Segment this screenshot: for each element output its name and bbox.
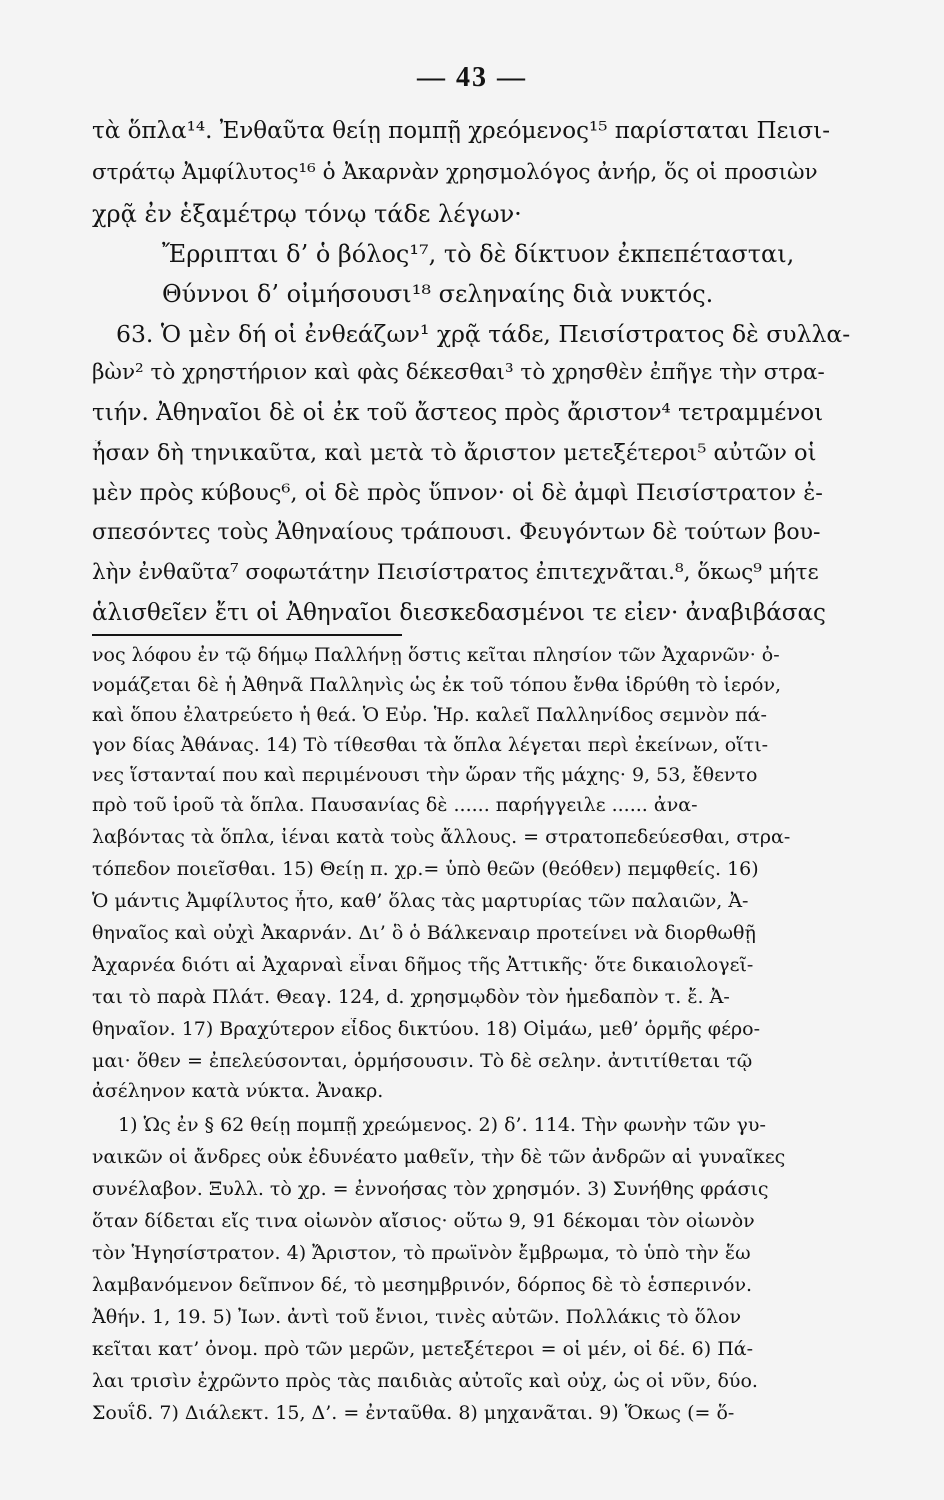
footnote-line: Σουΐδ. 7) Διάλεκτ. 15, Δ’. = ἐνταῦθα. 8) μηχανᾶται. 9) Ὅκως (= ὅ- bbox=[92, 1402, 735, 1424]
footnote-line: Ὁ μάντις Ἀμφίλυτος ἦτο, καθ’ ὅλας τὰς μαρτυρίας τῶν παλαιῶν, Ἀ- bbox=[92, 890, 749, 912]
footnote-rule bbox=[92, 634, 402, 636]
main-line: βὼν² τὸ χρηστήριον καὶ φὰς δέκεσθαι³ τὸ χρησθὲν ἐπῆγε τὴν στρα- bbox=[92, 360, 825, 385]
main-line: ἁλισθεῖεν ἔτι οἱ Ἀθηναῖοι διεσκεδασμένοι τε εἶεν· ἀναβιβάσας bbox=[92, 600, 826, 626]
footnote-line: συνέλαβον. Ξυλλ. τὸ χρ. = ἐννοήσας τὸν χρησμόν. 3) Συνήθης φράσις bbox=[92, 1178, 769, 1200]
verse-line: Θύννοι δ’ οἰμήσουσι¹⁸ σεληναίης διὰ νυκτός. bbox=[162, 280, 714, 308]
main-line: λὴν ἐνθαῦτα⁷ σοφωτάτην Πεισίστρατος ἐπιτεχνᾶται.⁸, ὅκως⁹ μήτε bbox=[92, 560, 819, 585]
footnote-line: κεῖται κατ’ ὀνομ. πρὸ τῶν μερῶν, μετεξέτεροι = οἱ μέν, οἱ δέ. 6) Πά- bbox=[92, 1338, 754, 1360]
footnote-line: νομάζεται δὲ ἡ Ἀθηνᾶ Παλληνὶς ὡς ἐκ τοῦ τόπου ἔνθα ἱδρύθη τὸ ἱερόν, bbox=[92, 674, 782, 696]
page-number: — 43 — bbox=[417, 62, 527, 93]
footnote-line: λαβόντας τὰ ὅπλα, ἰέναι κατὰ τοὺς ἄλλους. = στρατοπεδεύεσθαι, στρα- bbox=[92, 826, 791, 848]
footnote-line: θηναῖον. 17) Βραχύτερον εἶδος δικτύου. 18) Οἰμάω, μεθ’ ὁρμῆς φέρο- bbox=[92, 1018, 760, 1040]
footnote-line: ναικῶν οἱ ἄνδρες οὐκ ἐδυνέατο μαθεῖν, τὴν δὲ τῶν ἀνδρῶν αἱ γυναῖκες bbox=[92, 1146, 786, 1168]
footnote-line: πρὸ τοῦ ἱροῦ τὰ ὅπλα. Παυσανίας δὲ ...... παρήγγειλε ...... ἀνα- bbox=[92, 794, 698, 816]
section-start-line: 63. Ὁ μὲν δή οἱ ἐνθεάζων¹ χρᾷ τάδε, Πεισίστρατος δὲ συλλα- bbox=[116, 320, 851, 348]
main-line: χρᾷ ἐν ἑξαμέτρῳ τόνῳ τάδε λέγων· bbox=[92, 200, 522, 228]
main-line: στράτῳ Ἀμφίλυτος¹⁶ ὁ Ἀκαρνὰν χρησμολόγος ἀνήρ, ὅς οἱ προσιὼν bbox=[92, 160, 818, 185]
footnote-line: τόπεδον ποιεῖσθαι. 15) Θείῃ π. χρ.= ὑπὸ θεῶν (θεόθεν) πεμφθείς. 16) bbox=[92, 858, 759, 880]
main-line: τὰ ὅπλα¹⁴. Ἐνθαῦτα θείῃ πομπῇ χρεόμενος¹⁵ παρίσταται Πεισι- bbox=[92, 118, 830, 144]
main-line: ἦσαν δὴ τηνικαῦτα, καὶ μετὰ τὸ ἄριστον μετεξέτεροι⁵ αὐτῶν οἱ bbox=[92, 440, 817, 466]
footnote-line: Ἀθήν. 1, 19. 5) Ἰων. ἀντὶ τοῦ ἔνιοι, τινὲς αὐτῶν. Πολλάκις τὸ ὅλον bbox=[92, 1306, 742, 1328]
footnote-line: λαμβανόμενον δεῖπνον δέ, τὸ μεσημβρινόν, δόρπος δὲ τὸ ἑσπερινόν. bbox=[92, 1274, 753, 1296]
footnote-line: μαι· ὅθεν = ἐπελεύσονται, ὁρμήσουσιν. Τὸ δὲ σελην. ἀντιτίθεται τῷ bbox=[92, 1050, 753, 1072]
footnote-line: Ἀχαρνέα διότι αἱ Ἀχαρναὶ εἶναι δῆμος τῆς Ἀττικῆς· ὅτε δικαιολογεῖ- bbox=[92, 954, 754, 976]
main-line: σπεσόντες τοὺς Ἀθηναίους τράπουσι. Φευγόντων δὲ τούτων βου- bbox=[92, 520, 821, 545]
footnote-line: γον δίας Ἀθάνας. 14) Τὸ τίθεσθαι τὰ ὅπλα λέγεται περὶ ἐκείνων, οἵτι- bbox=[92, 734, 769, 756]
footnote-line: ὅταν δίδεται εἴς τινα οἰωνὸν αἴσιος· οὕτω 9, 91 δέκομαι τὸν οἰωνὸν bbox=[92, 1210, 755, 1232]
footnote-line: ται τὸ παρὰ Πλάτ. Θεαγ. 124, d. χρησμῳδὸν τὸν ἡμεδαπὸν τ. ἔ. Ἀ- bbox=[92, 986, 730, 1008]
footnote-line: νος λόφου ἐν τῷ δήμῳ Παλλήνῃ ὅστις κεῖται πλησίον τῶν Ἀχαρνῶν· ὀ- bbox=[92, 644, 780, 666]
verse-line: Ἔρριπται δ’ ὁ βόλος¹⁷, τὸ δὲ δίκτυον ἐκπεπέτασται, bbox=[162, 240, 795, 268]
footnote-line: τὸν Ἡγησίστρατον. 4) Ἄριστον, τὸ πρωϊνὸν ἔμβρωμα, τὸ ὑπὸ τὴν ἕω bbox=[92, 1242, 751, 1264]
footnote-line: λαι τρισὶν ἐχρῶντο πρὸς τὰς παιδιὰς αὐτοῖς καὶ οὐχ, ὡς οἱ νῦν, δύο. bbox=[92, 1370, 758, 1392]
footnote-line: 1) Ὡς ἐν § 62 θείῃ πομπῇ χρεώμενος. 2) δ’. 114. Τὴν φωνὴν τῶν γυ- bbox=[118, 1114, 766, 1136]
main-line: μὲν πρὸς κύβους⁶, οἱ δὲ πρὸς ὕπνον· οἱ δὲ ἀμφὶ Πεισίστρατον ἐ- bbox=[92, 480, 823, 506]
main-line: τιήν. Ἀθηναῖοι δὲ οἱ ἐκ τοῦ ἄστεος πρὸς ἄριστον⁴ τετραμμένοι bbox=[92, 400, 824, 426]
footnote-line: νες ἵστανταί που καὶ περιμένουσι τὴν ὥραν τῆς μάχης· 9, 53, ἔθεντο bbox=[92, 764, 758, 786]
footnote-line: καὶ ὅπου ἐλατρεύετο ἡ θεά. Ὁ Εὐρ. Ἡρ. καλεῖ Παλληνίδος σεμνὸν πά- bbox=[92, 704, 767, 726]
footnote-line: ἀσέληνον κατὰ νύκτα. Ἀνακρ. bbox=[92, 1080, 384, 1102]
footnote-line: θηναῖος καὶ οὐχὶ Ἀκαρνάν. Δι’ ὃ ὁ Βάλκεναιρ προτείνει νὰ διορθωθῇ bbox=[92, 922, 756, 944]
